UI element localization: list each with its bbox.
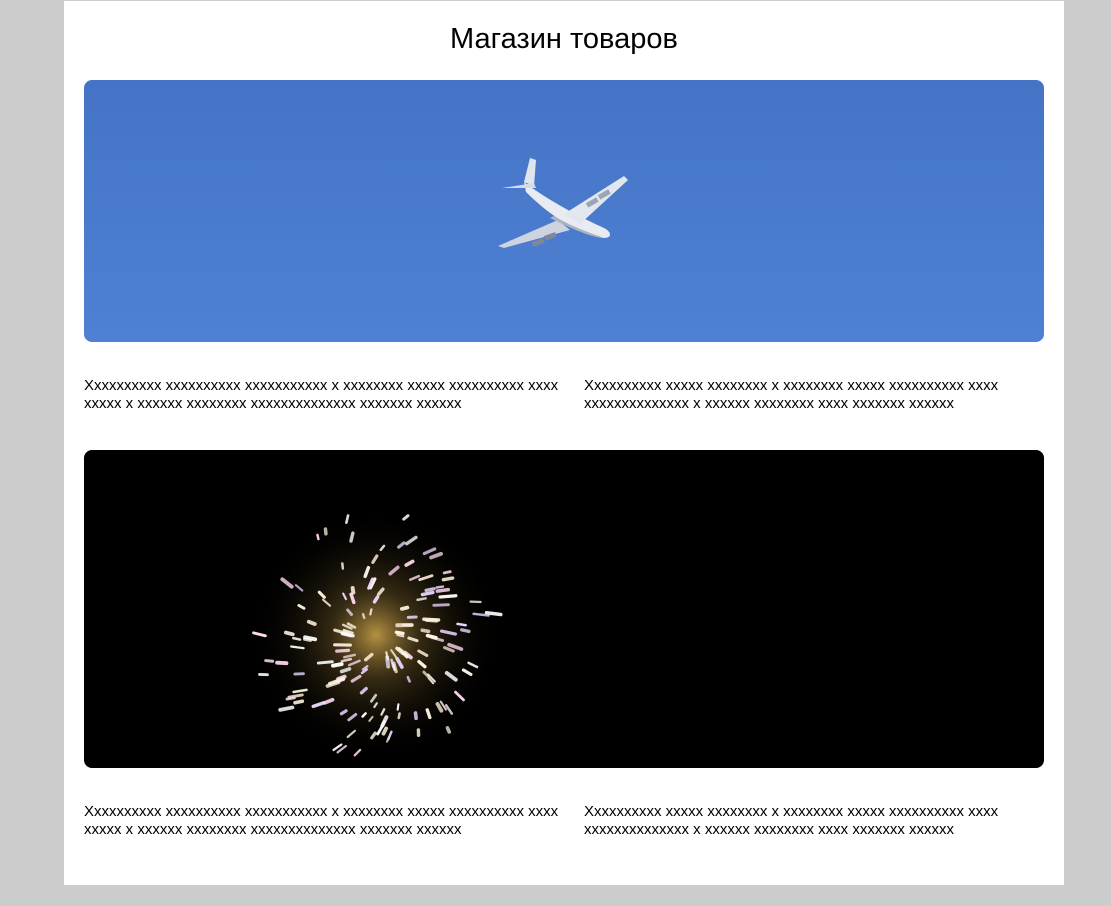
firework-spark bbox=[277, 663, 286, 664]
firework-spark bbox=[342, 669, 350, 672]
firework-spark bbox=[305, 637, 315, 639]
firework-spark bbox=[458, 624, 466, 625]
firework-spark bbox=[384, 728, 387, 733]
firework-spark bbox=[398, 704, 399, 709]
airplane-banner-image bbox=[84, 80, 1044, 342]
firework-spark bbox=[415, 713, 416, 718]
firework-spark bbox=[337, 650, 349, 651]
firework-spark bbox=[408, 677, 410, 681]
firework-spark bbox=[363, 614, 364, 618]
firework-spark bbox=[428, 636, 436, 638]
firework-spark bbox=[422, 593, 432, 595]
firework-spark bbox=[394, 663, 396, 671]
firework-spark bbox=[353, 588, 354, 593]
firework-spark bbox=[418, 598, 426, 600]
description-text: Xxxxxxxxxx xxxxx xxxxxxxx x xxxxxxxx xxxxx xxxxxxxxxx xxxx xxxxxxxxxxxxxx x xxxxxx xxxxxxxx xxxx xxxxxxx xxxxxx bbox=[584, 803, 999, 838]
firework-spark bbox=[396, 632, 403, 633]
firework-spark bbox=[318, 662, 332, 663]
fireworks-banner-image bbox=[84, 450, 1044, 768]
description-row bbox=[84, 803, 1044, 839]
firework-spark bbox=[444, 572, 450, 573]
airplane-photo-icon bbox=[84, 80, 1044, 342]
firework-spark bbox=[346, 515, 348, 522]
firework-spark bbox=[280, 707, 292, 709]
firework-spark bbox=[317, 535, 318, 539]
firework-spark bbox=[440, 596, 456, 597]
page-title: Магазин товаров bbox=[450, 23, 678, 55]
firework-spark bbox=[443, 578, 452, 580]
description-row bbox=[84, 377, 1044, 413]
firework-spark bbox=[399, 714, 400, 718]
firework-spark bbox=[351, 533, 353, 541]
firework-spark bbox=[447, 728, 449, 732]
firework-spark bbox=[436, 586, 443, 587]
firework-spark bbox=[402, 608, 408, 609]
firework-spark bbox=[486, 613, 500, 615]
firework-spark bbox=[286, 633, 293, 635]
firework-spark bbox=[342, 563, 343, 568]
firework-spark bbox=[462, 630, 469, 632]
firework-spark bbox=[434, 605, 449, 606]
firework-spark bbox=[295, 701, 302, 703]
page-container bbox=[64, 1, 1064, 885]
description-text: Xxxxxxxxxx xxxxxxxxxx xxxxxxxxxxx x xxxxxxxx xxxxx xxxxxxxxxx xxxx xxxxx x xxxxxx xxxxxxxx xxxxxxxxxxxxxx xxxxxxx xxxxxx bbox=[84, 803, 559, 838]
firework-spark bbox=[397, 635, 403, 636]
firework-spark bbox=[309, 622, 315, 624]
firework-spark bbox=[404, 654, 407, 657]
firework-spark bbox=[370, 609, 371, 614]
firework-spark bbox=[426, 589, 434, 591]
firework-spark bbox=[424, 619, 439, 620]
firework-spark bbox=[266, 661, 273, 662]
firework-spark bbox=[293, 638, 300, 639]
firework-spark bbox=[474, 614, 489, 616]
description-text: Xxxxxxxxxx xxxxxxxxxx xxxxxxxxxxx x xxxxxxxx xxxxx xxxxxxxxxx xxxx xxxxx x xxxxxx xxxxxxxx xxxxxxxxxxxxxx xxxxxxx xxxxxx bbox=[84, 377, 559, 412]
firework-spark bbox=[437, 590, 448, 591]
firework-spark bbox=[422, 630, 428, 631]
firework-spark bbox=[287, 698, 295, 699]
description-text: Xxxxxxxxxx xxxxx xxxxxxxx x xxxxxxxx xxxxx xxxxxxxxxx xxxx xxxxxxxxxxxxxx x xxxxxx xxxxxxxx xxxx xxxxxxx xxxxxx bbox=[584, 377, 999, 412]
fireworks-photo-icon bbox=[84, 450, 1044, 768]
firework-spark bbox=[333, 664, 342, 666]
